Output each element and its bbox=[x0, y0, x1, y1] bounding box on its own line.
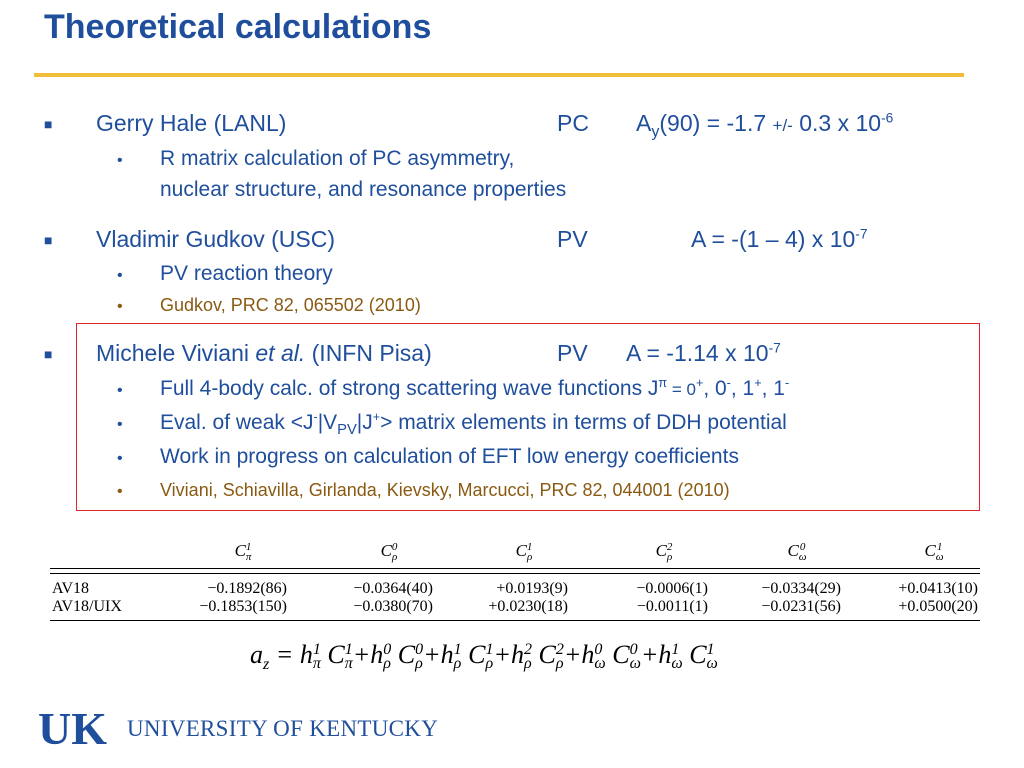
table-cell: −0.0380(70) bbox=[353, 598, 433, 615]
result-hale: $A_y(90) = -1.7$ +/- 0.3 x $10^{-6}$ bbox=[636, 110, 894, 141]
uk-logo-icon bbox=[38, 704, 120, 750]
table-cell: +0.0413(10) bbox=[898, 580, 978, 597]
reference-gudkov: Gudkov, PRC 82, 065502 (2010) bbox=[160, 295, 421, 315]
calc-type-pc: PC bbox=[557, 110, 589, 136]
university-name: UNIVERSITY OF KENTUCKY bbox=[127, 716, 439, 741]
bullet-square: ■ bbox=[44, 232, 53, 248]
table-cell: +0.0500(20) bbox=[898, 598, 978, 615]
bullet-dot: • bbox=[117, 483, 123, 500]
bullet-dot: • bbox=[117, 267, 123, 284]
table-cell: +0.0193(9) bbox=[496, 580, 568, 597]
author-hale: Gerry Hale (LANL) bbox=[96, 110, 287, 136]
calc-type-pv: PV bbox=[557, 340, 588, 366]
bullet-dot: • bbox=[117, 298, 123, 315]
sub-item-text: Work in progress on calculation of EFT low energy coefficients bbox=[160, 445, 739, 468]
reference-viviani: Viviani, Schiavilla, Girlanda, Kievsky, Marcucci, PRC 82, 044001 (2010) bbox=[160, 480, 730, 500]
uk-logo-mark: UK bbox=[38, 704, 107, 750]
table-cell: +0.0230(18) bbox=[488, 598, 568, 615]
table-header-cell: C 0 ρ bbox=[380, 541, 398, 564]
result-gudkov: A = -(1 – 4) x $10^{-7}$ bbox=[691, 226, 868, 252]
table-cell: −0.0334(29) bbox=[761, 580, 841, 597]
table-rule-second bbox=[50, 573, 980, 574]
sub-item-text: Full 4-body calc. of strong scattering wave functions $J^\pi = 0^+$, 0-, 1+, 1- bbox=[160, 376, 790, 400]
table-cell: −0.0231(56) bbox=[761, 598, 841, 615]
bullet-dot: • bbox=[117, 382, 123, 399]
sub-item-text: R matrix calculation of PC asymmetry, bbox=[160, 147, 515, 170]
table-row-label: AV18 bbox=[52, 580, 90, 597]
title-underline bbox=[34, 73, 964, 77]
calc-type-pv: PV bbox=[557, 226, 588, 252]
table-rule-top bbox=[50, 568, 980, 569]
bullet-square: ■ bbox=[44, 116, 53, 132]
table-cell: −0.1853(150) bbox=[199, 598, 287, 615]
table-cell: −0.0011(1) bbox=[636, 598, 708, 615]
slide-title: Theoretical calculations bbox=[44, 8, 432, 46]
bullet-dot: • bbox=[117, 416, 123, 433]
table-row-label: AV18/UIX bbox=[52, 598, 122, 615]
table-cell: −0.1892(86) bbox=[207, 580, 287, 597]
formula-az: $a_z = h$ 1 π C 1 π +h 0 ρ C 0 ρ +h 1 ρ C 1 ρ +h 2 ρ C 2 ρ +h 0 ω C 0 ω +h 1 ω C 1 ω bbox=[250, 640, 718, 674]
bullet-dot: • bbox=[117, 450, 123, 467]
table-header-cell: C 0 ω bbox=[787, 541, 807, 564]
table-header-cell: C 1 π bbox=[234, 541, 252, 564]
table-header-cell: C 2 ρ bbox=[655, 541, 673, 564]
bullet-dot: • bbox=[117, 152, 123, 169]
sub-item-text: PV reaction theory bbox=[160, 262, 333, 285]
table-cell: −0.0364(40) bbox=[353, 580, 433, 597]
table-cell: −0.0006(1) bbox=[636, 580, 708, 597]
author-viviani: Michele Viviani et al. (INFN Pisa) bbox=[96, 340, 432, 366]
sub-item-text: nuclear structure, and resonance properties bbox=[160, 178, 567, 201]
table-rule-bottom bbox=[50, 620, 980, 621]
result-viviani: A = -1.14 x $10^{-7}$ bbox=[626, 340, 781, 366]
table-header-cell: C 1 ρ bbox=[515, 541, 533, 564]
table-header-cell: C 1 ω bbox=[924, 541, 944, 564]
sub-item-text: Eval. of weak $<J^-|V_{PV}|J^+>$ matrix elements in terms of DDH potential bbox=[160, 410, 787, 439]
bullet-square: ■ bbox=[44, 346, 53, 362]
author-gudkov: Vladimir Gudkov (USC) bbox=[96, 226, 335, 252]
